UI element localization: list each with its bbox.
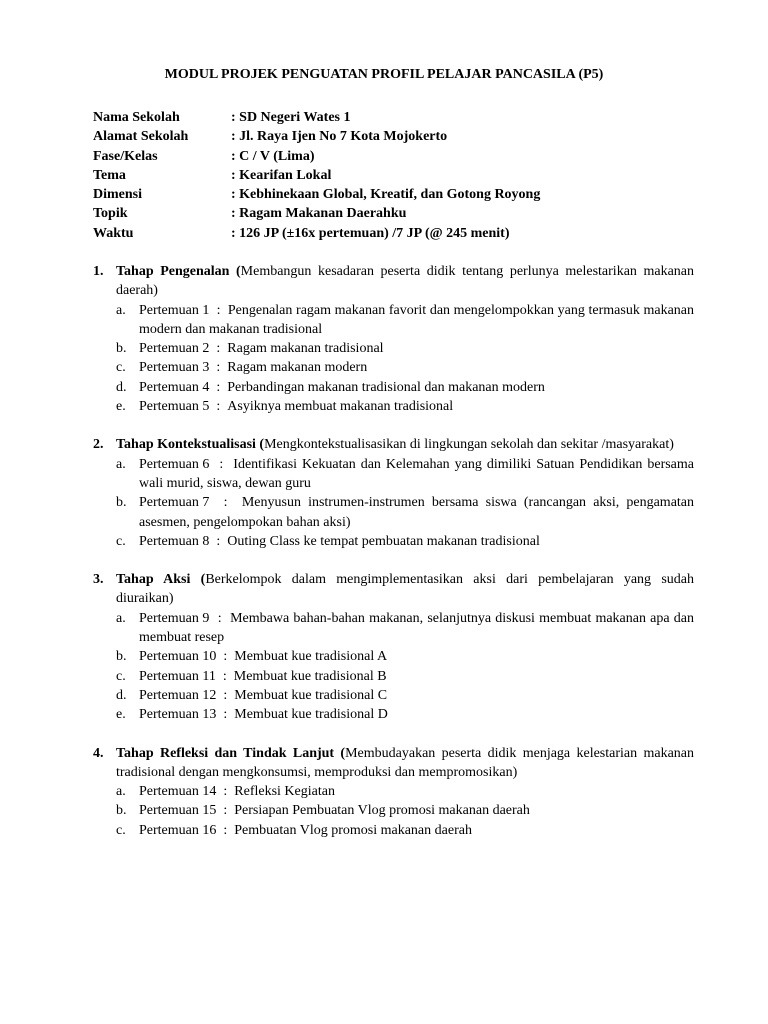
meeting-item <box>116 493 694 532</box>
meeting-separator: : <box>219 456 224 472</box>
meeting-separator: : <box>223 803 228 819</box>
stage-title: Tahap Refleksi dan Tindak Lanjut ( <box>116 745 346 761</box>
stage-number: 2. <box>93 437 104 453</box>
document-title: MODUL PROJEK PENGUATAN PROFIL PELAJAR PANCASILA (P5) <box>164 67 604 82</box>
meeting-item <box>116 801 694 820</box>
meeting-number: Pertemuan 9 <box>139 610 210 626</box>
stage-heading <box>93 570 694 609</box>
info-label: Nama Sekolah <box>93 110 180 125</box>
meeting-separator: : <box>216 399 221 415</box>
meeting-separator: : <box>216 341 221 357</box>
meeting-topic: Ragam makanan tradisional <box>227 341 384 357</box>
stage-description: Berkelompok dalam mengimplementasikan aksi dari pembelajaran yang sudah diuraikan) <box>116 572 694 607</box>
meeting-topic: Outing Class ke tempat pembuatan makanan tradisional <box>227 533 540 549</box>
meeting-letter: c. <box>116 360 126 376</box>
info-value: : Jl. Raya Ijen No 7 Kota Mojokerto <box>231 129 448 145</box>
meeting-item <box>116 358 694 377</box>
meeting-number: Pertemuan 4 <box>139 379 210 395</box>
meeting-topic: Membuat kue tradisional A <box>234 649 388 665</box>
meeting-text <box>139 801 694 820</box>
stages-list <box>93 262 694 859</box>
meeting-text <box>139 339 694 358</box>
meeting-item <box>116 821 694 840</box>
meeting-letter: c. <box>116 533 126 549</box>
meeting-letter: a. <box>116 302 126 318</box>
meeting-letter: a. <box>116 610 126 626</box>
meeting-text <box>139 532 694 551</box>
meeting-topic: Persiapan Pembuatan Vlog promosi makanan daerah <box>234 803 530 819</box>
stage-description: Mengkontekstualisasikan di lingkungan sekolah dan sekitar /masyarakat) <box>264 437 674 453</box>
stage-heading <box>93 435 694 454</box>
stage-heading <box>93 262 694 301</box>
info-row <box>93 185 703 204</box>
stage-title: Tahap Pengenalan ( <box>116 264 241 279</box>
info-row <box>93 204 703 223</box>
school-info-table <box>93 108 703 243</box>
info-row <box>93 147 703 166</box>
info-label: Dimensi <box>93 187 142 203</box>
meeting-topic: Perbandingan makanan tradisional dan makanan modern <box>227 379 545 395</box>
info-row <box>93 224 703 243</box>
meeting-text <box>139 667 694 686</box>
meeting-list <box>116 455 694 551</box>
meeting-separator: : <box>222 668 227 684</box>
meeting-topic: Membawa bahan-bahan makanan, selanjutnya diskusi membuat makanan apa dan membuat resep <box>139 610 695 646</box>
meeting-text <box>139 301 694 340</box>
info-label: Fase/Kelas <box>93 148 158 164</box>
meeting-number: Pertemuan 2 <box>139 341 210 357</box>
meeting-item <box>116 301 694 340</box>
meeting-topic: Ragam makanan modern <box>227 360 368 376</box>
meeting-topic: Membuat kue tradisional B <box>233 668 387 684</box>
meeting-text <box>139 821 694 840</box>
info-value: : Ragam Makanan Daerahku <box>231 206 407 222</box>
meeting-topic: Identifikasi Kekuatan dan Kelemahan yang dimiliki Satuan Pendidikan bersama wali murid, siswa, dewan guru <box>139 456 694 491</box>
meeting-list <box>116 301 694 417</box>
info-label: Waktu <box>93 225 134 241</box>
meeting-separator: : <box>216 533 221 549</box>
meeting-number: Pertemuan 8 <box>139 533 210 549</box>
info-value: : 126 JP (±16x pertemuan) /7 JP (@ 245 menit) <box>231 225 510 241</box>
meeting-separator: : <box>223 822 228 838</box>
stage-text <box>116 435 694 454</box>
info-row <box>93 127 703 146</box>
meeting-item <box>116 686 694 705</box>
stage-description: Membangun kesadaran peserta didik tentang perlunya melestarikan makanan daerah) <box>116 264 695 299</box>
meeting-item <box>116 532 694 551</box>
meeting-item <box>116 339 694 358</box>
meeting-text <box>139 397 694 416</box>
info-row <box>93 166 703 185</box>
stage-section <box>93 570 694 724</box>
meeting-item <box>116 609 694 648</box>
stage-title: Tahap Aksi ( <box>116 572 206 588</box>
stage-number: 1. <box>93 264 104 279</box>
meeting-separator: : <box>216 379 221 395</box>
meeting-separator: : <box>216 360 221 376</box>
stage-section <box>93 744 694 840</box>
meeting-topic: Asyiknya membuat makanan tradisional <box>227 399 454 415</box>
meeting-number: Pertemuan 11 <box>139 668 216 684</box>
meeting-item <box>116 647 694 666</box>
meeting-separator: : <box>217 610 222 626</box>
meeting-number: Pertemuan 16 <box>139 822 217 838</box>
stage-description: Membudayakan peserta didik menjaga kelestarian makanan tradisional dengan mengkonsumsi, memproduksi dan mempromosikan) <box>116 745 694 780</box>
meeting-letter: b. <box>116 495 127 511</box>
meeting-item <box>116 397 694 416</box>
meeting-letter: e. <box>116 707 126 723</box>
info-value: : C / V (Lima) <box>231 148 315 164</box>
meeting-text <box>139 609 694 648</box>
meeting-topic: Refleksi Kegiatan <box>234 784 335 800</box>
info-value: : Kebhinekaan Global, Kreatif, dan Gotong Royong <box>231 187 541 203</box>
meeting-number: Pertemuan 13 <box>139 707 217 723</box>
stage-number: 4. <box>93 745 104 761</box>
meeting-item <box>116 455 694 494</box>
meeting-number: Pertemuan 5 <box>139 399 210 415</box>
meeting-letter: a. <box>116 784 126 800</box>
meeting-letter: e. <box>116 399 126 415</box>
info-label: Topik <box>93 206 128 222</box>
meeting-separator: : <box>223 784 228 800</box>
meeting-letter: c. <box>116 822 126 838</box>
meeting-topic: Pengenalan ragam makanan favorit dan mengelompokkan yang termasuk makanan modern dan makanan tradisional <box>139 302 694 337</box>
meeting-item <box>116 782 694 801</box>
meeting-topic: Membuat kue tradisional C <box>234 687 388 703</box>
meeting-topic: Pembuatan Vlog promosi makanan daerah <box>234 822 472 838</box>
info-row <box>93 108 703 127</box>
meeting-letter: a. <box>116 456 126 472</box>
meeting-item <box>116 667 694 686</box>
info-label: Tema <box>93 167 126 183</box>
stage-text <box>116 570 694 609</box>
stage-text <box>116 262 694 301</box>
meeting-separator: : <box>223 649 228 665</box>
meeting-topic: Menyusun instrumen-instrumen bersama siswa (rancangan aksi, pengamatan asesmen, pengelompokan bahan aksi) <box>139 495 695 530</box>
meeting-text <box>139 493 694 532</box>
meeting-item <box>116 705 694 724</box>
stage-heading <box>93 744 694 783</box>
meeting-number: Pertemuan 15 <box>139 803 217 819</box>
meeting-text <box>139 705 694 724</box>
meeting-item <box>116 378 694 397</box>
meeting-text <box>139 782 694 801</box>
meeting-list <box>116 609 694 725</box>
meeting-letter: d. <box>116 687 127 703</box>
info-label: Alamat Sekolah <box>93 129 189 145</box>
meeting-text <box>139 358 694 377</box>
meeting-separator: : <box>216 302 221 318</box>
meeting-number: Pertemuan 10 <box>139 649 217 665</box>
stage-section <box>93 262 694 416</box>
meeting-letter: b. <box>116 341 127 357</box>
meeting-letter: b. <box>116 649 127 665</box>
stage-section <box>93 435 694 551</box>
meeting-text <box>139 647 694 666</box>
meeting-number: Pertemuan 6 <box>139 456 210 472</box>
meeting-letter: b. <box>116 803 127 819</box>
meeting-number: Pertemuan 12 <box>139 687 217 703</box>
info-value: : Kearifan Lokal <box>231 167 332 183</box>
stage-number: 3. <box>93 572 104 588</box>
stage-text <box>116 744 694 783</box>
meeting-text <box>139 378 694 397</box>
meeting-letter: c. <box>116 668 126 684</box>
meeting-list <box>116 782 694 840</box>
meeting-text <box>139 686 694 705</box>
meeting-number: Pertemuan 1 <box>139 302 210 318</box>
meeting-letter: d. <box>116 379 127 395</box>
meeting-separator: : <box>223 707 228 723</box>
meeting-number: Pertemuan 3 <box>139 360 210 376</box>
meeting-separator: : <box>223 495 228 511</box>
meeting-separator: : <box>223 687 228 703</box>
meeting-number: Pertemuan 7 <box>139 495 210 511</box>
stage-title: Tahap Kontekstualisasi ( <box>116 437 265 453</box>
meeting-number: Pertemuan 14 <box>139 784 217 800</box>
info-value: : SD Negeri Wates 1 <box>231 110 351 125</box>
meeting-topic: Membuat kue tradisional D <box>234 707 388 723</box>
meeting-text <box>139 455 694 494</box>
